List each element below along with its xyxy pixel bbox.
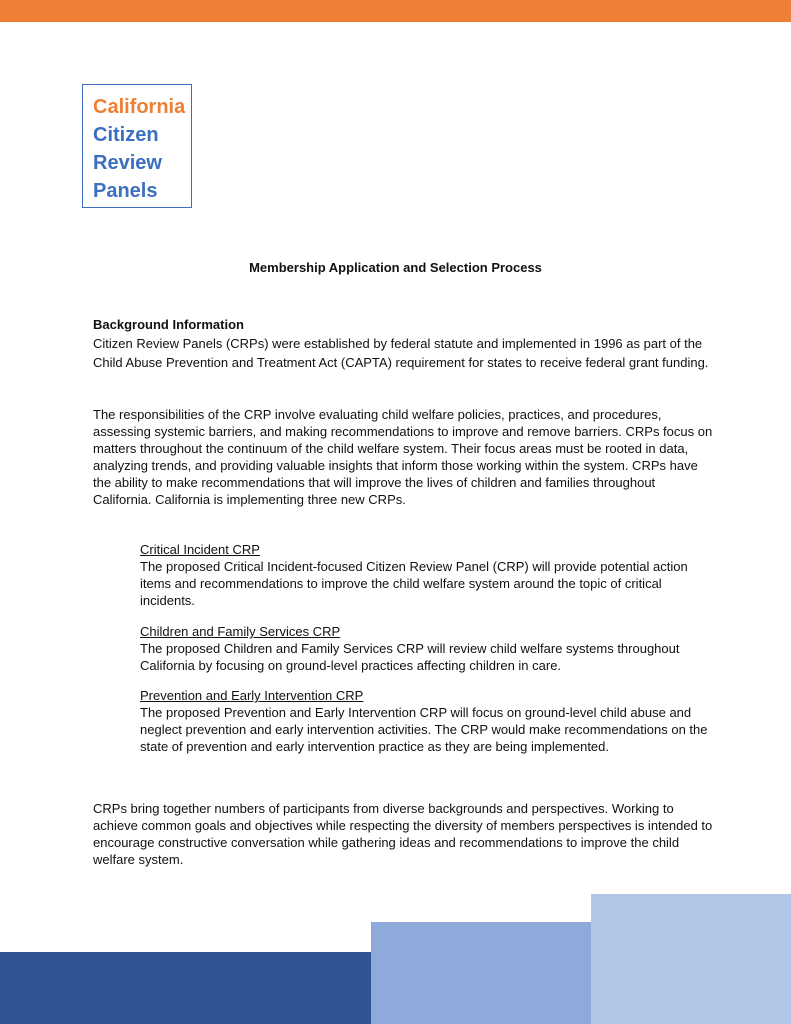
crp-description: The proposed Prevention and Early Intervention CRP will focus on ground-level child abuse and neglect prevention and early intervention activities. The CRP would make recommendations on the state of prevention and early intervention practice as they are being implemented. [140,705,708,754]
crp-prevention-early-intervention [140,687,710,755]
background-heading: Background Information [93,317,244,332]
logo-line-california: California [93,96,186,118]
closing-paragraph: CRPs bring together numbers of participants from diverse backgrounds and perspectives. Working to achieve common goals and objectives while respecting the diversity of members perspectives is intended to encourage constructive conversation while gathering ideas and recommendations to improve the child welfare system. [93,801,713,867]
california-crp-logo [82,84,192,208]
header-accent-bar [0,0,791,22]
crp-heading: Children and Family Services CRP [140,624,341,639]
crp-critical-incident [140,541,710,609]
background-paragraph-2: The responsibilities of the CRP involve evaluating child welfare policies, practices, and procedures, assessing systemic barriers, and making recommendations to improve and remove barriers. CRPs focus on matters throughout the continuum of the child welfare system. Their focus areas must be rooted in data, analyzing trends, and providing valuable insights that inform those working within the system. CRPs have the ability to make recommendations that will improve the lives of children and families throughout California. California is implementing three new CRPs. [93,407,713,507]
crp-heading: Prevention and Early Intervention CRP [140,688,364,703]
crp-description: The proposed Children and Family Services CRP will review child welfare systems throughout California by focusing on ground-level practices affecting children in care. [140,641,680,673]
logo-line-review: Review [93,152,162,174]
logo-line-panels: Panels [93,180,158,202]
footer-block-dark [0,952,371,1024]
background-paragraph-1: Citizen Review Panels (CRPs) were established by federal statute and implemented in 1996 as part of the Child Abuse Prevention and Treatment Act (CAPTA) requirement for states to receive federal grant funding. [93,336,709,370]
footer-block-light [591,894,791,1024]
logo-line-citizen: Citizen [93,124,159,146]
document-title: Membership Application and Selection Process [249,260,542,275]
footer-block-mid [371,922,591,1024]
crp-description: The proposed Critical Incident-focused Citizen Review Panel (CRP) will provide potential action items and recommendations to improve the child welfare system around the topic of critical incidents. [140,559,688,608]
crp-heading: Critical Incident CRP [140,542,260,557]
crp-children-family-services [140,623,710,674]
